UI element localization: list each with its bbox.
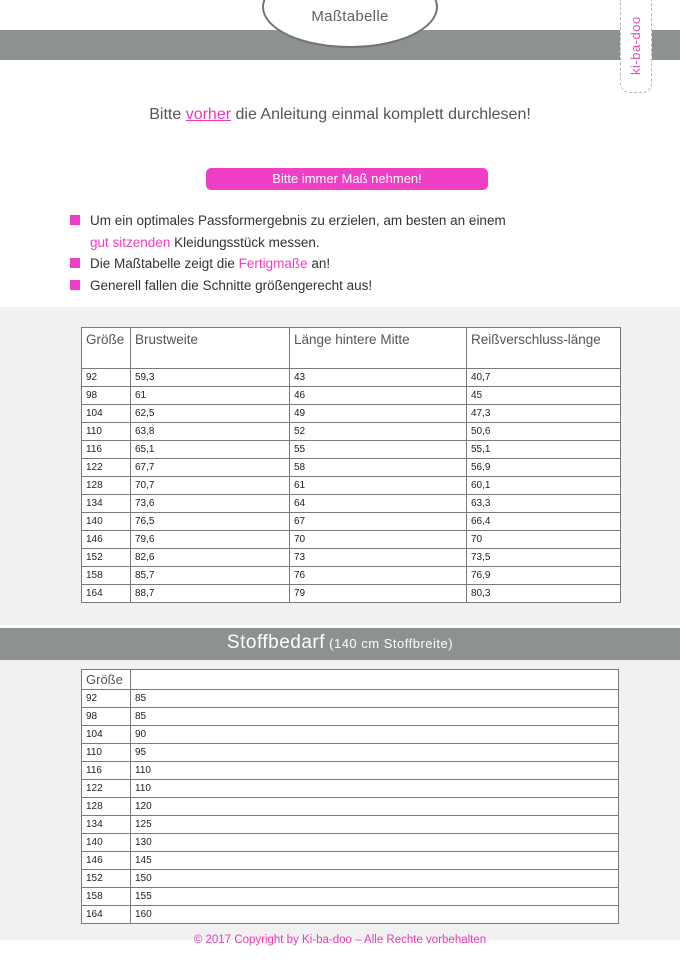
- bullet-list: [70, 210, 630, 296]
- table-cell: 70,7: [131, 477, 290, 495]
- table-cell: 164: [82, 585, 131, 603]
- copyright-footer: © 2017 Copyright by Ki-ba-doo – Alle Rechte vorbehalten: [193, 934, 487, 946]
- table-cell: 70: [290, 531, 467, 549]
- table-cell: 76,5: [131, 513, 290, 531]
- table-cell: 67,7: [131, 459, 290, 477]
- table-row: [82, 423, 621, 441]
- table-row: [82, 369, 621, 387]
- table-cell: 134: [82, 816, 131, 834]
- table-cell: 92: [82, 690, 131, 708]
- table-row: [82, 744, 619, 762]
- table-row: [82, 870, 619, 888]
- table-cell: 152: [82, 549, 131, 567]
- header-zipper-length: Reißverschluss-länge: [467, 328, 621, 369]
- size-table: [81, 327, 621, 603]
- table-cell: 73,6: [131, 495, 290, 513]
- header-amount: [131, 670, 619, 690]
- table-cell: 122: [82, 459, 131, 477]
- table-cell: 79,6: [131, 531, 290, 549]
- bullet-item: Um ein optimales Passformergebnis zu erzielen, am besten an einem gut sitzenden Kleidungsstück messen.: [70, 210, 630, 253]
- fabric-table: [81, 669, 619, 924]
- size-table-body: [82, 369, 621, 603]
- table-cell: 85: [131, 690, 619, 708]
- table-cell: 73,5: [467, 549, 621, 567]
- table-cell: 110: [131, 762, 619, 780]
- table-row: [82, 405, 621, 423]
- table-cell: 160: [131, 906, 619, 924]
- table-cell: 145: [131, 852, 619, 870]
- table-row: [82, 585, 621, 603]
- table-cell: 46: [290, 387, 467, 405]
- table-row: [82, 690, 619, 708]
- table-cell: 43: [290, 369, 467, 387]
- table-cell: 104: [82, 405, 131, 423]
- table-cell: 40,7: [467, 369, 621, 387]
- table-row: [82, 726, 619, 744]
- table-cell: 146: [82, 852, 131, 870]
- table-cell: 92: [82, 369, 131, 387]
- table-cell: 60,1: [467, 477, 621, 495]
- table-cell: 110: [82, 744, 131, 762]
- table-cell: 76,9: [467, 567, 621, 585]
- table-cell: 47,3: [467, 405, 621, 423]
- table-row: [82, 888, 619, 906]
- table-row: [82, 459, 621, 477]
- table-cell: 98: [82, 387, 131, 405]
- page-title: Maßtabelle: [311, 8, 389, 25]
- table-cell: 55,1: [467, 441, 621, 459]
- table-cell: 76: [290, 567, 467, 585]
- logo-text: ki-ba-doo: [628, 16, 643, 76]
- table-row: [82, 798, 619, 816]
- table-cell: 55: [290, 441, 467, 459]
- table-row: [82, 495, 621, 513]
- bullet-square-icon: [70, 258, 80, 268]
- table-header-row: [82, 328, 621, 369]
- table-cell: 158: [82, 567, 131, 585]
- table-row: [82, 567, 621, 585]
- table-cell: 164: [82, 906, 131, 924]
- header-chest: Brustweite: [131, 328, 290, 369]
- table-cell: 73: [290, 549, 467, 567]
- table-cell: 128: [82, 798, 131, 816]
- table-cell: 70: [467, 531, 621, 549]
- table-cell: 155: [131, 888, 619, 906]
- intro-highlight: vorher: [185, 106, 232, 123]
- table-cell: 63,3: [467, 495, 621, 513]
- table-cell: 67: [290, 513, 467, 531]
- table-cell: 116: [82, 441, 131, 459]
- table-cell: 64: [290, 495, 467, 513]
- intro-before: Bitte: [149, 106, 186, 123]
- table-row: [82, 549, 621, 567]
- header-size: Größe: [82, 328, 131, 369]
- table-row: [82, 708, 619, 726]
- table-cell: 61: [290, 477, 467, 495]
- table-cell: 80,3: [467, 585, 621, 603]
- table-cell: 146: [82, 531, 131, 549]
- table-cell: 85,7: [131, 567, 290, 585]
- table-row: [82, 852, 619, 870]
- table-cell: 45: [467, 387, 621, 405]
- table-cell: 61: [131, 387, 290, 405]
- table-cell: 56,9: [467, 459, 621, 477]
- table-row: [82, 834, 619, 852]
- table-cell: 110: [82, 423, 131, 441]
- table-cell: 140: [82, 834, 131, 852]
- notice-banner: Bitte immer Maß nehmen!: [206, 168, 488, 190]
- table-cell: 98: [82, 708, 131, 726]
- table-cell: 140: [82, 513, 131, 531]
- bullet-item: Generell fallen die Schnitte größengerecht aus!: [70, 275, 630, 297]
- table-cell: 110: [131, 780, 619, 798]
- table-cell: 116: [82, 762, 131, 780]
- table-cell: 128: [82, 477, 131, 495]
- table-row: [82, 477, 621, 495]
- table-cell: 63,8: [131, 423, 290, 441]
- bullet-square-icon: [70, 280, 80, 290]
- table-cell: 152: [82, 870, 131, 888]
- bullet-item: Die Maßtabelle zeigt die Fertigmaße an!: [70, 253, 630, 275]
- table-cell: 134: [82, 495, 131, 513]
- table-cell: 130: [131, 834, 619, 852]
- logo: [620, 0, 652, 93]
- bullet-square-icon: [70, 215, 80, 225]
- table-cell: 52: [290, 423, 467, 441]
- table-cell: 125: [131, 816, 619, 834]
- table-cell: 104: [82, 726, 131, 744]
- table-header-row: [82, 670, 619, 690]
- table-cell: 158: [82, 888, 131, 906]
- table-cell: 88,7: [131, 585, 290, 603]
- table-cell: 122: [82, 780, 131, 798]
- table-cell: 49: [290, 405, 467, 423]
- table-cell: 59,3: [131, 369, 290, 387]
- table-cell: 85: [131, 708, 619, 726]
- table-cell: 150: [131, 870, 619, 888]
- table-row: [82, 441, 621, 459]
- table-cell: 95: [131, 744, 619, 762]
- fabric-section-title: Stoffbedarf (140 cm Stoffbreite): [226, 632, 454, 653]
- header-back-length: Länge hintere Mitte: [290, 328, 467, 369]
- table-row: [82, 762, 619, 780]
- table-row: [82, 816, 619, 834]
- intro-after: die Anleitung einmal komplett durchlesen!: [231, 106, 531, 123]
- table-cell: 65,1: [131, 441, 290, 459]
- table-cell: 79: [290, 585, 467, 603]
- table-cell: 66,4: [467, 513, 621, 531]
- table-row: [82, 906, 619, 924]
- table-cell: 62,5: [131, 405, 290, 423]
- table-row: [82, 387, 621, 405]
- intro-text: [0, 106, 680, 124]
- fabric-table-body: [82, 690, 619, 924]
- table-cell: 82,6: [131, 549, 290, 567]
- header-size: Größe: [82, 670, 131, 690]
- table-cell: 50,6: [467, 423, 621, 441]
- table-cell: 120: [131, 798, 619, 816]
- table-row: [82, 513, 621, 531]
- table-row: [82, 531, 621, 549]
- table-cell: 58: [290, 459, 467, 477]
- table-cell: 90: [131, 726, 619, 744]
- table-row: [82, 780, 619, 798]
